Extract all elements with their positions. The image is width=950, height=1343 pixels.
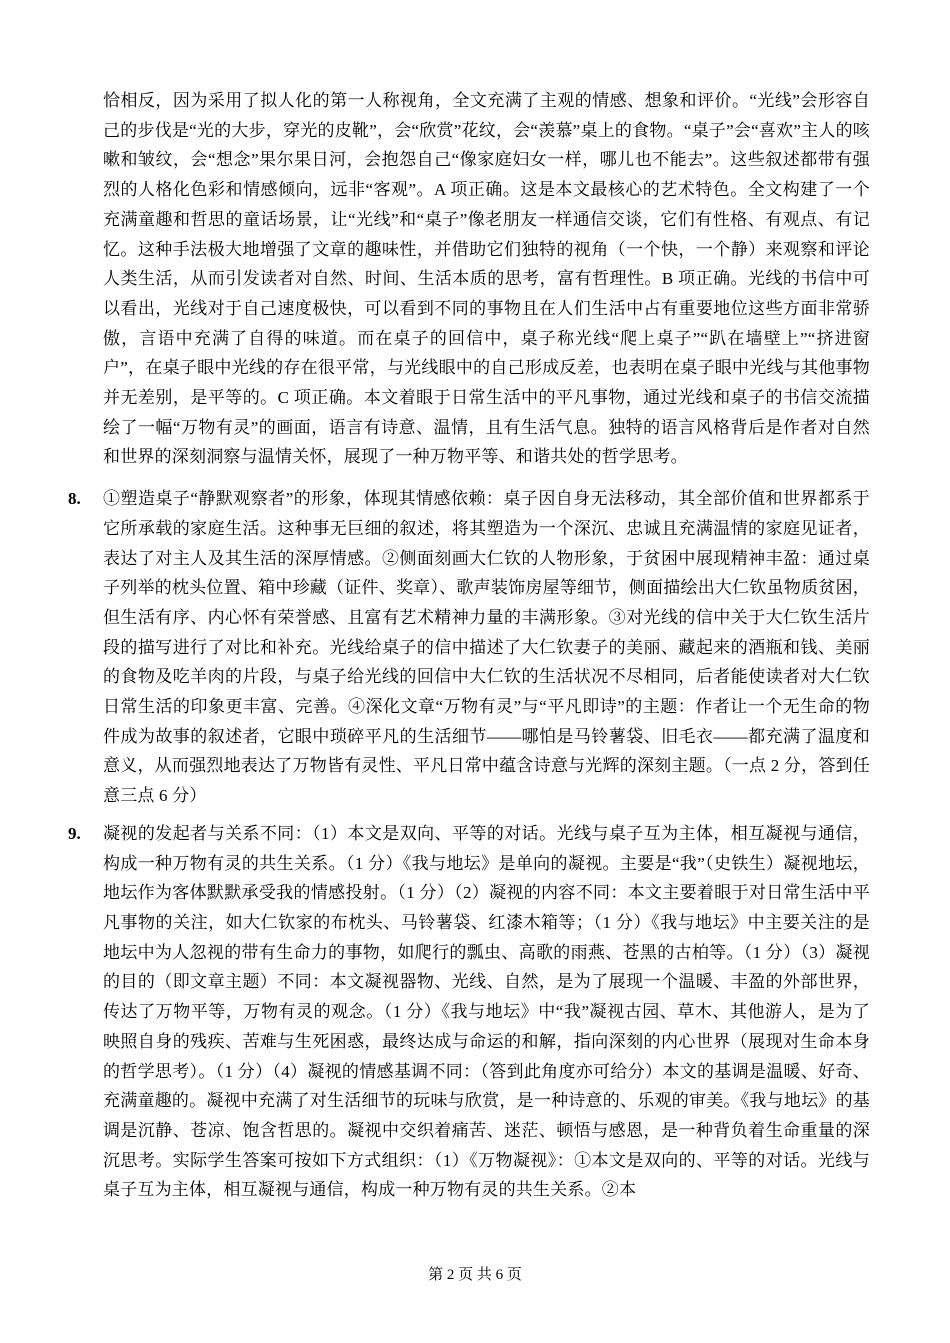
answer-item-8 xyxy=(68,484,870,811)
document-body xyxy=(68,86,870,1205)
continued-answer-paragraph: 恰相反，因为采用了拟人化的第一人称视角，全文充满了主观的情感、想象和评价。“光线”会形容自己的步伐是“光的大步，穿光的皮靴”，会“欣赏”花纹，会“羡慕”桌上的食物。“桌子”会“喜欢”主人的咳嗽和皱纹，会“想念”果尔果日河，会抱怨自己“像家庭妇女一样，哪儿也不能去”。这些叙述都带有强烈的人格化色彩和情感倾向，远非“客观”。A 项正确。这是本文最核心的艺术特色。全文构建了一个充满童趣和哲思的童话场景，让“光线”和“桌子”像老朋友一样通信交谈，它们有性格、有观点、有记忆。这种手法极大地增强了文章的趣味性，并借助它们独特的视角（一个快，一个静）来观察和评论人类生活，从而引发读者对自然、时间、生活本质的思考，富有哲理性。B 项正确。光线的书信中可以看出，光线对于自己速度极快，可以看到不同的事物且在人们生活中占有重要地位这些方面非常骄傲，言语中充满了自得的味道。而在桌子的回信中，桌子称光线“爬上桌子”“趴在墙壁上”“挤进窗户”，在桌子眼中光线的存在很平常，与光线眼中的自己形成反差，也表明在桌子眼中光线与其他事物并无差别，是平等的。C 项正确。本文着眼于日常生活中的平凡事物，通过光线和桌子的书信交流描绘了一幅“万物有灵”的画面，语言有诗意、温情，且有生活气息。独特的语言风格背后是作者对自然和世界的深刻洞察与温情关怀，展现了一种万物平等、和谐共处的哲学思考。 xyxy=(103,91,870,467)
answer-text-8: ①塑造桌子“静默观察者”的形象，体现其情感依赖：桌子因自身无法移动，其全部价值和世界都系于它所承载的家庭生活。这种事无巨细的叙述，将其塑造为一个深沉、忠诚且充满温情的家庭见证者，表达了对主人及其生活的深厚情感。②侧面刻画大仁钦的人物形象，于贫困中展现精神丰盈：通过桌子列举的枕头位置、箱中珍藏（证件、奖章）、歌声装饰房屋等细节，侧面描绘出大仁钦虽物质贫困，但生活有序、内心怀有荣誉感、且富有艺术精神力量的丰满形象。③对光线的信中关于大仁钦生活片段的描写进行了对比和补充。光线给桌子的信中描述了大仁钦妻子的美丽、藏起来的酒瓶和钱、美丽的食物及吃羊肉的片段，与桌子给光线的回信中大仁钦的生活状况不尽相同，后者能使读者对大仁钦日常生活的印象更丰富、完善。④深化文章“万物有灵”与“平凡即诗”的主题：作者让一个无生命的物件成为故事的叙述者，它眼中琐碎平凡的生活细节——哪怕是马铃薯袋、旧毛衣——都充满了温度和意义，从而强烈地表达了万物皆有灵性、平凡日常中蕴含诗意与光辉的深刻主题。（一点 2 分，答到任意三点 6 分） xyxy=(103,489,870,806)
page-number-footer: 第 2 页 共 6 页 xyxy=(428,1267,522,1283)
question-number-8: 8. xyxy=(68,489,81,509)
question-number-9: 9. xyxy=(68,823,81,843)
answer-item-9 xyxy=(68,819,870,1205)
answer-text-9: 凝视的发起者与关系不同：（1）本文是双向、平等的对话。光线与桌子互为主体，相互凝视与通信，构成一种万物有灵的共生关系。（1 分）《我与地坛》是单向的凝视。主要是“我”（史铁生）凝视地坛，地坛作为客体默默承受我的情感投射。（1 分）（2）凝视的内容不同：本文主要着眼于对日常生活中平凡事物的关注，如大仁钦家的布枕头、马铃薯袋、红漆木箱等；（1 分）《我与地坛》中主要关注的是地坛中为人忽视的带有生命力的事物，如爬行的瓢虫、高歌的雨燕、苍黑的古柏等。（1 分）（3）凝视的目的（即文章主题）不同：本文凝视器物、光线、自然，是为了展现一个温暖、丰盈的外部世界，传达了万物平等，万物有灵的观念。（1 分）《我与地坛》中“我”凝视古园、草木、其他游人，是为了映照自身的残疾、苦难与生死困惑，最终达成与命运的和解，指向深刻的内心世界（展现对生命本身的哲学思考）。（1 分）（4）凝视的情感基调不同：（答到此角度亦可给分）本文的基调是温暖、好奇、充满童趣的。凝视中充满了对生活细节的玩味与欣赏，是一种诗意的、乐观的审美。《我与地坛》的基调是沉静、苍凉、饱含哲思的。凝视中交织着痛苦、迷茫、顿悟与感恩，是一种背负着生命重量的深沉思考。实际学生答案可按如下方式组织：（1）《万物凝视》：①本文是双向的、平等的对话。光线与桌子互为主体，相互凝视与通信，构成一种万物有灵的共生关系。②本 xyxy=(103,823,870,1200)
